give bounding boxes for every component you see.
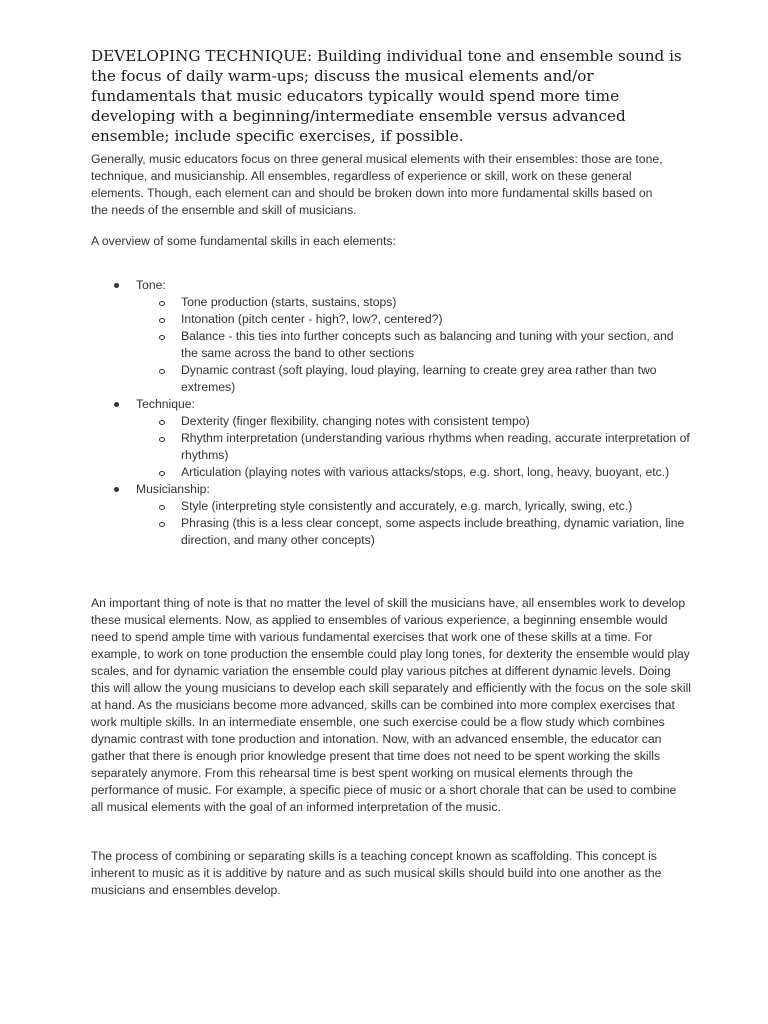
bullet-icon bbox=[114, 487, 119, 492]
category-label: Tone: bbox=[136, 278, 166, 292]
circle-bullet-icon bbox=[159, 522, 165, 527]
category-label: Musicianship: bbox=[136, 482, 210, 496]
list-item: Phrasing (this is a less clear concept, some aspects include breathing, dynamic variation, line direction, and many other concepts) bbox=[91, 515, 691, 549]
list-item: Style (interpreting style consistently and accurately, e.g. march, lyrically, swing, etc.) bbox=[91, 498, 691, 515]
circle-bullet-icon bbox=[159, 505, 165, 510]
circle-bullet-icon bbox=[159, 335, 165, 340]
circle-bullet-icon bbox=[159, 318, 165, 323]
list-item: Rhythm interpretation (understanding various rhythms when reading, accurate interpretation of rhythms) bbox=[91, 430, 691, 464]
list-item: Tone production (starts, sustains, stops) bbox=[91, 294, 691, 311]
circle-bullet-icon bbox=[159, 301, 165, 306]
list-item: Intonation (pitch center - high?, low?, centered?) bbox=[91, 311, 691, 328]
list-item: Dynamic contrast (soft playing, loud playing, learning to create grey area rather than two extremes) bbox=[91, 362, 691, 396]
category-tone bbox=[91, 277, 691, 396]
category-musicianship bbox=[91, 481, 691, 549]
bullet-icon bbox=[114, 283, 119, 288]
list-item: Dexterity (finger flexibility, changing notes with consistent tempo) bbox=[91, 413, 691, 430]
list-item: Articulation (playing notes with various attacks/stops, e.g. short, long, heavy, buoyant, etc.) bbox=[91, 464, 691, 481]
circle-bullet-icon bbox=[159, 437, 165, 442]
skills-list bbox=[91, 277, 691, 549]
overview-line: A overview of some fundamental skills in each elements: bbox=[91, 234, 396, 248]
circle-bullet-icon bbox=[159, 369, 165, 374]
main-paragraph: An important thing of note is that no matter the level of skill the musicians have, all ensembles work to develop these musical elements. Now, as applied to ensembles of various experience, a beginning ensemble would need to spend ample time with various fundamental exercises that work one of these skills at a time. For example, to work on tone production the ensemble could play long tones, for dexterity the ensemble would play scales, and for dynamic variation the ensemble could play various pitches at different dynamic levels. Doing this will allow the young musicians to develop each skill separately and efficiently with the focus on the sole skill at hand. As the musicians become more advanced, skills can be combined into more complex exercises that work multiple skills. In an intermediate ensemble, one such exercise could be a flow study which combines dynamic contrast with tone production and intonation. Now, with an advanced ensemble, the educator can gather that there is enough prior knowledge present that time does not need to be spent working the skills separately anymore. From this rehearsal time is best spent working on musical elements through the performance of music. For example, a specific piece of music or a short chorale that can be used to combine all musical elements with the goal of an informed interpretation of the music. bbox=[91, 596, 691, 814]
intro-paragraph: Generally, music educators focus on three general musical elements with their ensembles: those are tone, technique, and musicianship. All ensembles, regardless of experience or skill, work on these general elements. Though, each element can and should be broken down into more fundamental skills based on the needs of the ensemble and skill of musicians. bbox=[91, 152, 663, 217]
list-item: Balance - this ties into further concepts such as balancing and tuning with your section, and the same across the band to other sections bbox=[91, 328, 691, 362]
circle-bullet-icon bbox=[159, 471, 165, 476]
category-technique bbox=[91, 396, 691, 481]
question-heading: DEVELOPING TECHNIQUE: Building individual tone and ensemble sound is the focus of daily warm-ups; discuss the musical elements and/or fundamentals that music educators typically would spend more time developing with a beginning/intermediate ensemble versus advanced ensemble; include specific exercises, if possible. bbox=[91, 47, 682, 145]
category-label: Technique: bbox=[136, 397, 195, 411]
bullet-icon bbox=[114, 402, 119, 407]
closing-paragraph: The process of combining or separating skills is a teaching concept known as scaffolding. This concept is inherent to music as it is additive by nature and as such musical skills should build into one another as the musicians and ensembles develop. bbox=[91, 849, 662, 897]
circle-bullet-icon bbox=[159, 420, 165, 425]
